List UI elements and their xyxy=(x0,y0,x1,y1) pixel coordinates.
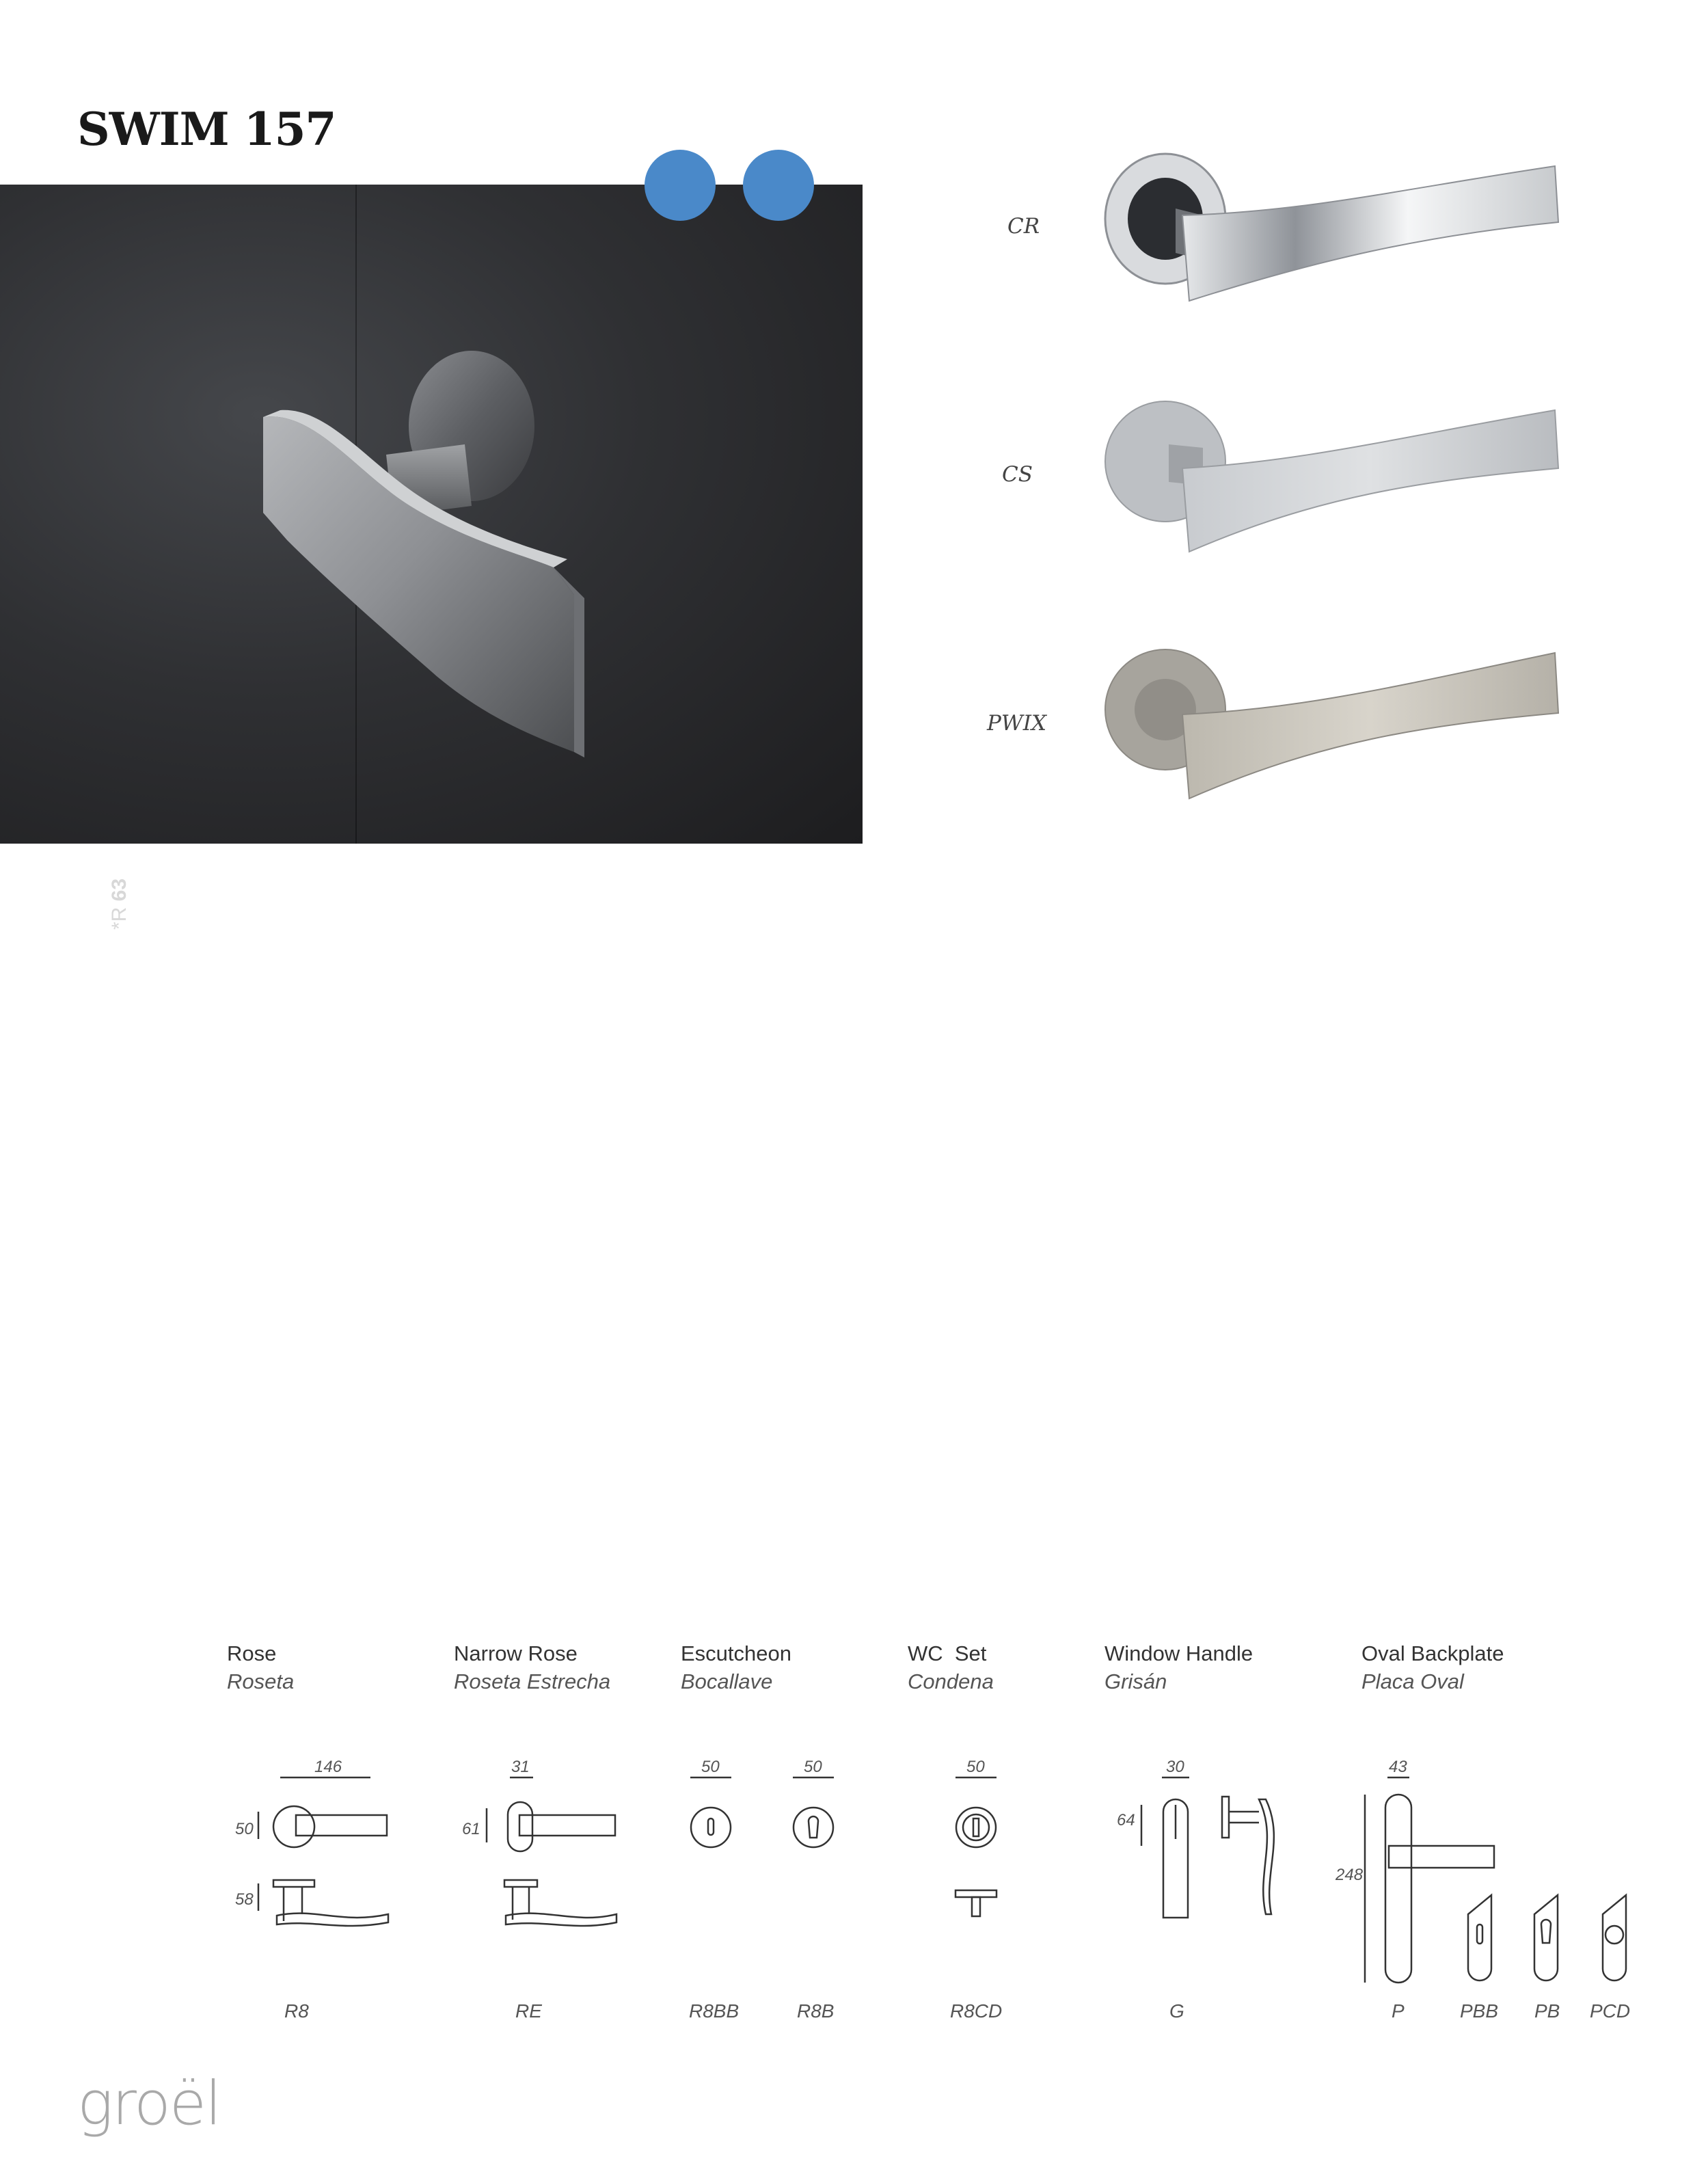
plate-pbb-keyhole xyxy=(1477,1924,1482,1944)
reference-prefix: *R xyxy=(108,901,131,930)
reference-number: 63 xyxy=(108,878,131,902)
code-r8b: R8B xyxy=(797,2000,835,2022)
column-es: Placa Oval xyxy=(1361,1669,1464,1693)
finish-label-pwix: PWIX xyxy=(987,711,1047,736)
lever-side-drawing xyxy=(506,1914,616,1926)
dim-label: 146 xyxy=(314,1758,342,1776)
column-en: Escutcheon xyxy=(681,1641,791,1665)
dim-label: 50 xyxy=(966,1758,985,1776)
escutcheon-b-drawing xyxy=(794,1808,833,1847)
window-lever-side-drawing xyxy=(1259,1799,1274,1914)
dim-label: 30 xyxy=(1166,1758,1184,1776)
plate-pb-cylinder xyxy=(1541,1920,1551,1943)
plate-pcd-indicator xyxy=(1605,1926,1623,1944)
column-en: Oval Backplate xyxy=(1361,1641,1504,1665)
column-es: Condena xyxy=(908,1669,994,1693)
column-es: Bocallave xyxy=(681,1669,773,1693)
oval-plate-drawing xyxy=(1385,1795,1411,1983)
wc-turn-drawing xyxy=(955,1890,997,1897)
dim-label: 50 xyxy=(235,1820,254,1838)
wc-rose-drawing xyxy=(956,1808,996,1847)
lever-side-drawing xyxy=(277,1914,388,1926)
product-title: SWIM 157 xyxy=(77,103,336,156)
rose-drawing xyxy=(273,1806,314,1847)
lever-drawing xyxy=(296,1815,387,1836)
code-pbb: PBB xyxy=(1460,2000,1499,2022)
dim-label: 31 xyxy=(511,1758,530,1776)
column-es: Roseta Estrecha xyxy=(454,1669,611,1693)
column-en: Narrow Rose xyxy=(454,1641,578,1665)
dim-label: 58 xyxy=(235,1890,254,1909)
wc-stem-drawing xyxy=(972,1897,980,1916)
brand-logo: groël xyxy=(77,2068,221,2138)
column-es: Roseta xyxy=(227,1669,295,1693)
finish-label-cs: CS xyxy=(1002,462,1033,487)
plate-pbb-drawing xyxy=(1468,1895,1491,1981)
lever-drawing xyxy=(519,1815,615,1836)
code-pcd: PCD xyxy=(1590,2000,1631,2022)
cylinder-hole-drawing xyxy=(809,1816,818,1838)
plate-pb-drawing xyxy=(1534,1895,1558,1981)
code-r8bb: R8BB xyxy=(689,2000,740,2022)
dim-label: 50 xyxy=(701,1758,720,1776)
column-en: Window Handle xyxy=(1104,1641,1253,1665)
window-side-plate-drawing xyxy=(1222,1797,1229,1838)
code-p: P xyxy=(1392,2000,1405,2022)
escutcheon-bb-drawing xyxy=(691,1808,731,1847)
code-g: G xyxy=(1169,2000,1184,2022)
code-r8cd: R8CD xyxy=(950,2000,1003,2022)
column-es: Grisán xyxy=(1104,1669,1167,1693)
dim-label: 64 xyxy=(1117,1811,1135,1829)
wc-slot-drawing xyxy=(973,1819,979,1836)
dim-label: 248 xyxy=(1336,1866,1364,1884)
column-en: WC Set xyxy=(908,1641,987,1665)
code-re: RE xyxy=(515,2000,542,2022)
plate-lever-drawing xyxy=(1389,1846,1494,1868)
dim-label: 50 xyxy=(804,1758,822,1776)
finish-label-cr: CR xyxy=(1007,214,1040,239)
dim-label: 61 xyxy=(462,1820,480,1838)
rose-side-drawing xyxy=(273,1880,314,1887)
keyhole-drawing xyxy=(708,1819,714,1835)
rose-side-drawing xyxy=(504,1880,537,1887)
column-en: Rose xyxy=(227,1641,277,1665)
dim-label: 43 xyxy=(1389,1758,1407,1776)
code-pb: PB xyxy=(1534,2000,1560,2022)
code-r8: R8 xyxy=(284,2000,309,2022)
